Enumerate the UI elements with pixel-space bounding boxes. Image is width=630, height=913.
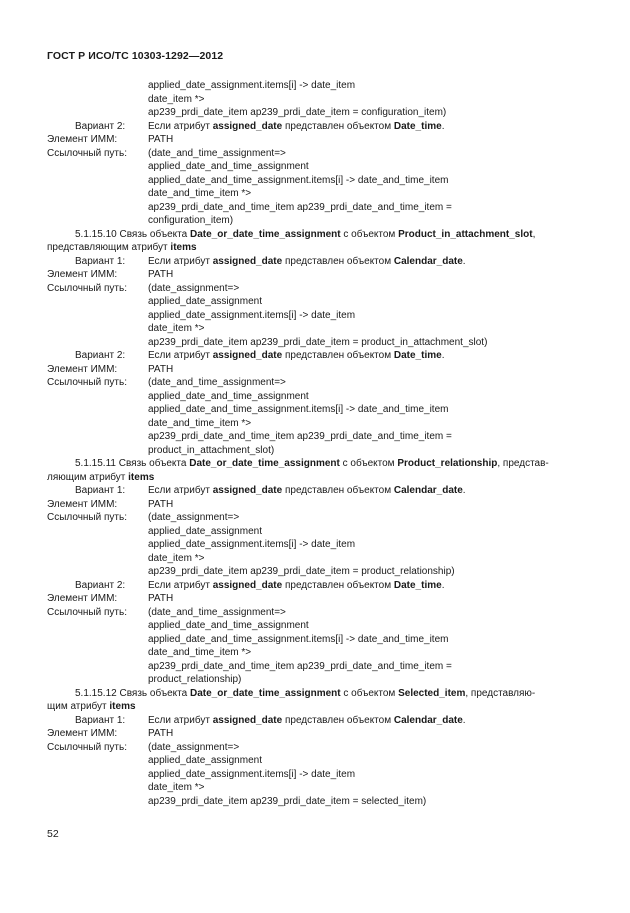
path-line: [47, 79, 587, 93]
condition-text: .: [441, 579, 445, 591]
attribute-name: items: [128, 471, 155, 483]
path-line: [47, 538, 587, 552]
path-line: [47, 781, 587, 795]
path-line: [47, 201, 587, 215]
field-value: ap239_prdi_date_item ap239_prdi_date_item = product_in_attachment_slot): [148, 336, 488, 348]
heading-text: представляющим атрибут: [47, 242, 171, 253]
field-value: applied_date_assignment.items[i] -> date_item: [148, 539, 356, 550]
path-line: [47, 322, 587, 336]
variant-condition: [148, 484, 466, 498]
path-line: [47, 106, 587, 120]
variant-condition: [148, 579, 444, 593]
attribute-name: assigned_date: [212, 120, 283, 132]
path-line: [47, 174, 587, 188]
condition-text: представлен объектом: [282, 255, 394, 267]
field-value: applied_date_and_time_assignment.items[i] -> date_and_time_item: [148, 174, 449, 186]
field-label: Ссылочный путь:: [47, 147, 127, 159]
field-label: Ссылочный путь:: [47, 606, 127, 618]
path-line: [47, 376, 587, 390]
field-value: date_item *>: [148, 552, 205, 564]
path-line: [47, 390, 587, 404]
condition-text: .: [462, 255, 466, 267]
field-value: product_in_attachment_slot): [148, 444, 275, 456]
entity-name: Product_in_attachment_slot: [398, 228, 533, 240]
path-line: [47, 187, 587, 201]
heading-text: ляющим атрибут: [47, 471, 129, 483]
field-value: product_relationship): [148, 674, 242, 685]
attribute-name: assigned_date: [212, 714, 283, 726]
path-line: [47, 592, 587, 606]
variant-label: Вариант 1:: [75, 255, 126, 267]
condition-text: представлен объектом: [282, 714, 394, 726]
entity-name: Date_or_date_time_assignment: [189, 228, 341, 240]
field-value: PATH: [148, 498, 174, 510]
field-value: (date_assignment=>: [148, 512, 240, 523]
field-value: applied_date_and_time_assignment: [148, 620, 309, 631]
path-line: [47, 552, 587, 566]
path-line: [47, 282, 587, 296]
field-value: ap239_prdi_date_and_time_item ap239_prdi_date_and_time_item =: [148, 201, 452, 213]
heading-text: щим атрибут: [47, 701, 110, 712]
attribute-name: assigned_date: [212, 579, 283, 591]
field-label: Элемент ИММ:: [47, 593, 118, 604]
path-line: [47, 646, 587, 660]
field-value: date_and_time_item *>: [148, 188, 252, 199]
field-value: ap239_prdi_date_item ap239_prdi_date_item = configuration_item): [148, 107, 447, 118]
variant-condition: [148, 120, 444, 134]
condition-text: представлен объектом: [282, 350, 394, 361]
heading-text: 5.1.15.12 Связь объекта: [75, 687, 190, 699]
field-label: Ссылочный путь:: [47, 282, 127, 294]
heading-text: с объектом: [340, 228, 399, 240]
field-value: date_item *>: [148, 782, 205, 793]
field-value: date_and_time_item *>: [148, 417, 252, 429]
variant-label: Вариант 1:: [75, 485, 126, 496]
condition-text: Если атрибут: [148, 714, 213, 726]
heading-text: , представ-: [497, 458, 549, 469]
entity-name: Selected_item: [398, 687, 466, 699]
page-number: 52: [47, 828, 59, 840]
heading-text: с объектом: [340, 687, 399, 699]
field-value: applied_date_and_time_assignment.items[i] -> date_and_time_item: [148, 633, 449, 645]
section-heading: [47, 228, 587, 255]
path-line: [47, 754, 587, 768]
field-value: applied_date_assignment: [148, 755, 262, 766]
field-label: Ссылочный путь:: [47, 377, 127, 388]
path-line: [47, 133, 587, 147]
path-line: [47, 768, 587, 782]
field-value: applied_date_assignment: [148, 525, 262, 537]
field-label: Ссылочный путь:: [47, 512, 127, 523]
field-value: date_item *>: [148, 93, 205, 105]
variant-condition: [148, 714, 466, 728]
path-line: [47, 295, 587, 309]
path-line: [47, 511, 587, 525]
attribute-name: assigned_date: [212, 255, 283, 267]
variant-condition: [148, 255, 466, 269]
path-line: [47, 525, 587, 539]
path-line: [47, 565, 587, 579]
section-heading-line: [47, 700, 587, 714]
entity-name: Date_or_date_time_assignment: [189, 687, 341, 699]
field-value: ap239_prdi_date_item ap239_prdi_date_item = product_relationship): [148, 566, 455, 577]
field-value: applied_date_and_time_assignment: [148, 161, 309, 172]
section-heading-line: [47, 228, 587, 242]
variant-condition: [148, 349, 444, 363]
path-line: [47, 268, 587, 282]
field-value: PATH: [148, 363, 174, 375]
path-line: [47, 606, 587, 620]
condition-text: представлен объектом: [282, 120, 394, 132]
path-line: [47, 309, 587, 323]
heading-text: 5.1.15.10 Связь объекта: [75, 228, 190, 240]
section-heading: [47, 457, 587, 484]
path-line: [47, 147, 587, 161]
section-heading-line: [47, 687, 587, 701]
heading-text: ,: [532, 228, 536, 240]
variant-label: Вариант 2:: [75, 350, 126, 361]
path-line: [47, 160, 587, 174]
variant-line: [47, 349, 587, 363]
field-value: ap239_prdi_date_and_time_item ap239_prdi_date_and_time_item =: [148, 431, 452, 442]
path-line: [47, 619, 587, 633]
variant-line: [47, 120, 587, 134]
variant-line: [47, 255, 587, 269]
field-value: applied_date_assignment.items[i] -> date_item: [148, 309, 356, 321]
condition-text: Если атрибут: [148, 255, 213, 267]
heading-text: с объектом: [339, 458, 398, 469]
entity-name: Date_time: [393, 120, 442, 132]
field-value: (date_and_time_assignment=>: [148, 377, 286, 388]
field-value: ap239_prdi_date_and_time_item ap239_prdi_date_and_time_item =: [148, 660, 452, 672]
field-value: applied_date_and_time_assignment.items[i] -> date_and_time_item: [148, 404, 449, 415]
field-label: Элемент ИММ:: [47, 728, 118, 739]
field-value: applied_date_assignment: [148, 296, 262, 307]
heading-text: , представляю-: [465, 687, 536, 699]
variant-label: Вариант 2:: [75, 120, 126, 132]
entity-name: Product_relationship: [397, 458, 498, 469]
attribute-name: items: [109, 701, 136, 712]
attribute-name: assigned_date: [212, 485, 283, 496]
field-value: (date_assignment=>: [148, 741, 240, 753]
field-value: date_and_time_item *>: [148, 647, 252, 658]
path-line: [47, 660, 587, 674]
heading-text: 5.1.15.11 Связь объекта: [75, 458, 190, 469]
path-line: [47, 417, 587, 431]
variant-line: [47, 484, 587, 498]
field-value: PATH: [148, 728, 174, 739]
path-line: [47, 430, 587, 444]
section-heading-line: [47, 457, 587, 471]
entity-name: Calendar_date: [393, 714, 463, 726]
section-heading: [47, 687, 587, 714]
field-value: configuration_item): [148, 215, 234, 226]
path-line: [47, 444, 587, 458]
condition-text: Если атрибут: [148, 579, 213, 591]
path-line: [47, 214, 587, 228]
field-label: Ссылочный путь:: [47, 741, 127, 753]
field-value: (date_and_time_assignment=>: [148, 147, 286, 159]
variant-label: Вариант 2:: [75, 579, 126, 591]
condition-text: Если атрибут: [148, 350, 213, 361]
path-line: [47, 93, 587, 107]
path-line: [47, 673, 587, 687]
variant-label: Вариант 1:: [75, 714, 126, 726]
field-value: date_item *>: [148, 323, 205, 334]
field-label: Элемент ИММ:: [47, 134, 118, 145]
document-body: [47, 79, 587, 808]
field-value: applied_date_assignment.items[i] -> date_item: [148, 80, 356, 91]
field-value: (date_and_time_assignment=>: [148, 606, 286, 618]
attribute-name: items: [170, 242, 197, 253]
path-line: [47, 741, 587, 755]
path-line: [47, 633, 587, 647]
field-value: PATH: [148, 134, 174, 145]
field-value: ap239_prdi_date_item ap239_prdi_date_item = selected_item): [148, 795, 427, 807]
condition-text: представлен объектом: [282, 579, 394, 591]
variant-line: [47, 579, 587, 593]
entity-name: Date_time: [393, 350, 442, 361]
condition-text: Если атрибут: [148, 485, 213, 496]
entity-name: Calendar_date: [393, 255, 463, 267]
condition-text: .: [441, 350, 445, 361]
path-line: [47, 498, 587, 512]
section-heading-line: [47, 471, 587, 485]
field-value: PATH: [148, 269, 174, 280]
attribute-name: assigned_date: [212, 350, 283, 361]
document-header: ГОСТ Р ИСО/ТС 10303-1292—2012: [47, 50, 224, 62]
entity-name: Date_time: [393, 579, 442, 591]
field-label: Элемент ИММ:: [47, 269, 118, 280]
field-label: Элемент ИММ:: [47, 498, 118, 510]
variant-line: [47, 714, 587, 728]
condition-text: .: [462, 485, 466, 496]
field-value: applied_date_assignment.items[i] -> date_item: [148, 768, 356, 780]
path-line: [47, 363, 587, 377]
path-line: [47, 727, 587, 741]
field-label: Элемент ИММ:: [47, 363, 118, 375]
field-value: applied_date_and_time_assignment: [148, 390, 309, 402]
condition-text: представлен объектом: [282, 485, 394, 496]
condition-text: .: [441, 120, 445, 132]
entity-name: Calendar_date: [393, 485, 463, 496]
field-value: (date_assignment=>: [148, 282, 240, 294]
path-line: [47, 795, 587, 809]
condition-text: .: [462, 714, 466, 726]
entity-name: Date_or_date_time_assignment: [189, 458, 340, 469]
path-line: [47, 403, 587, 417]
field-value: PATH: [148, 593, 174, 604]
condition-text: Если атрибут: [148, 120, 213, 132]
path-line: [47, 336, 587, 350]
section-heading-line: [47, 241, 587, 255]
